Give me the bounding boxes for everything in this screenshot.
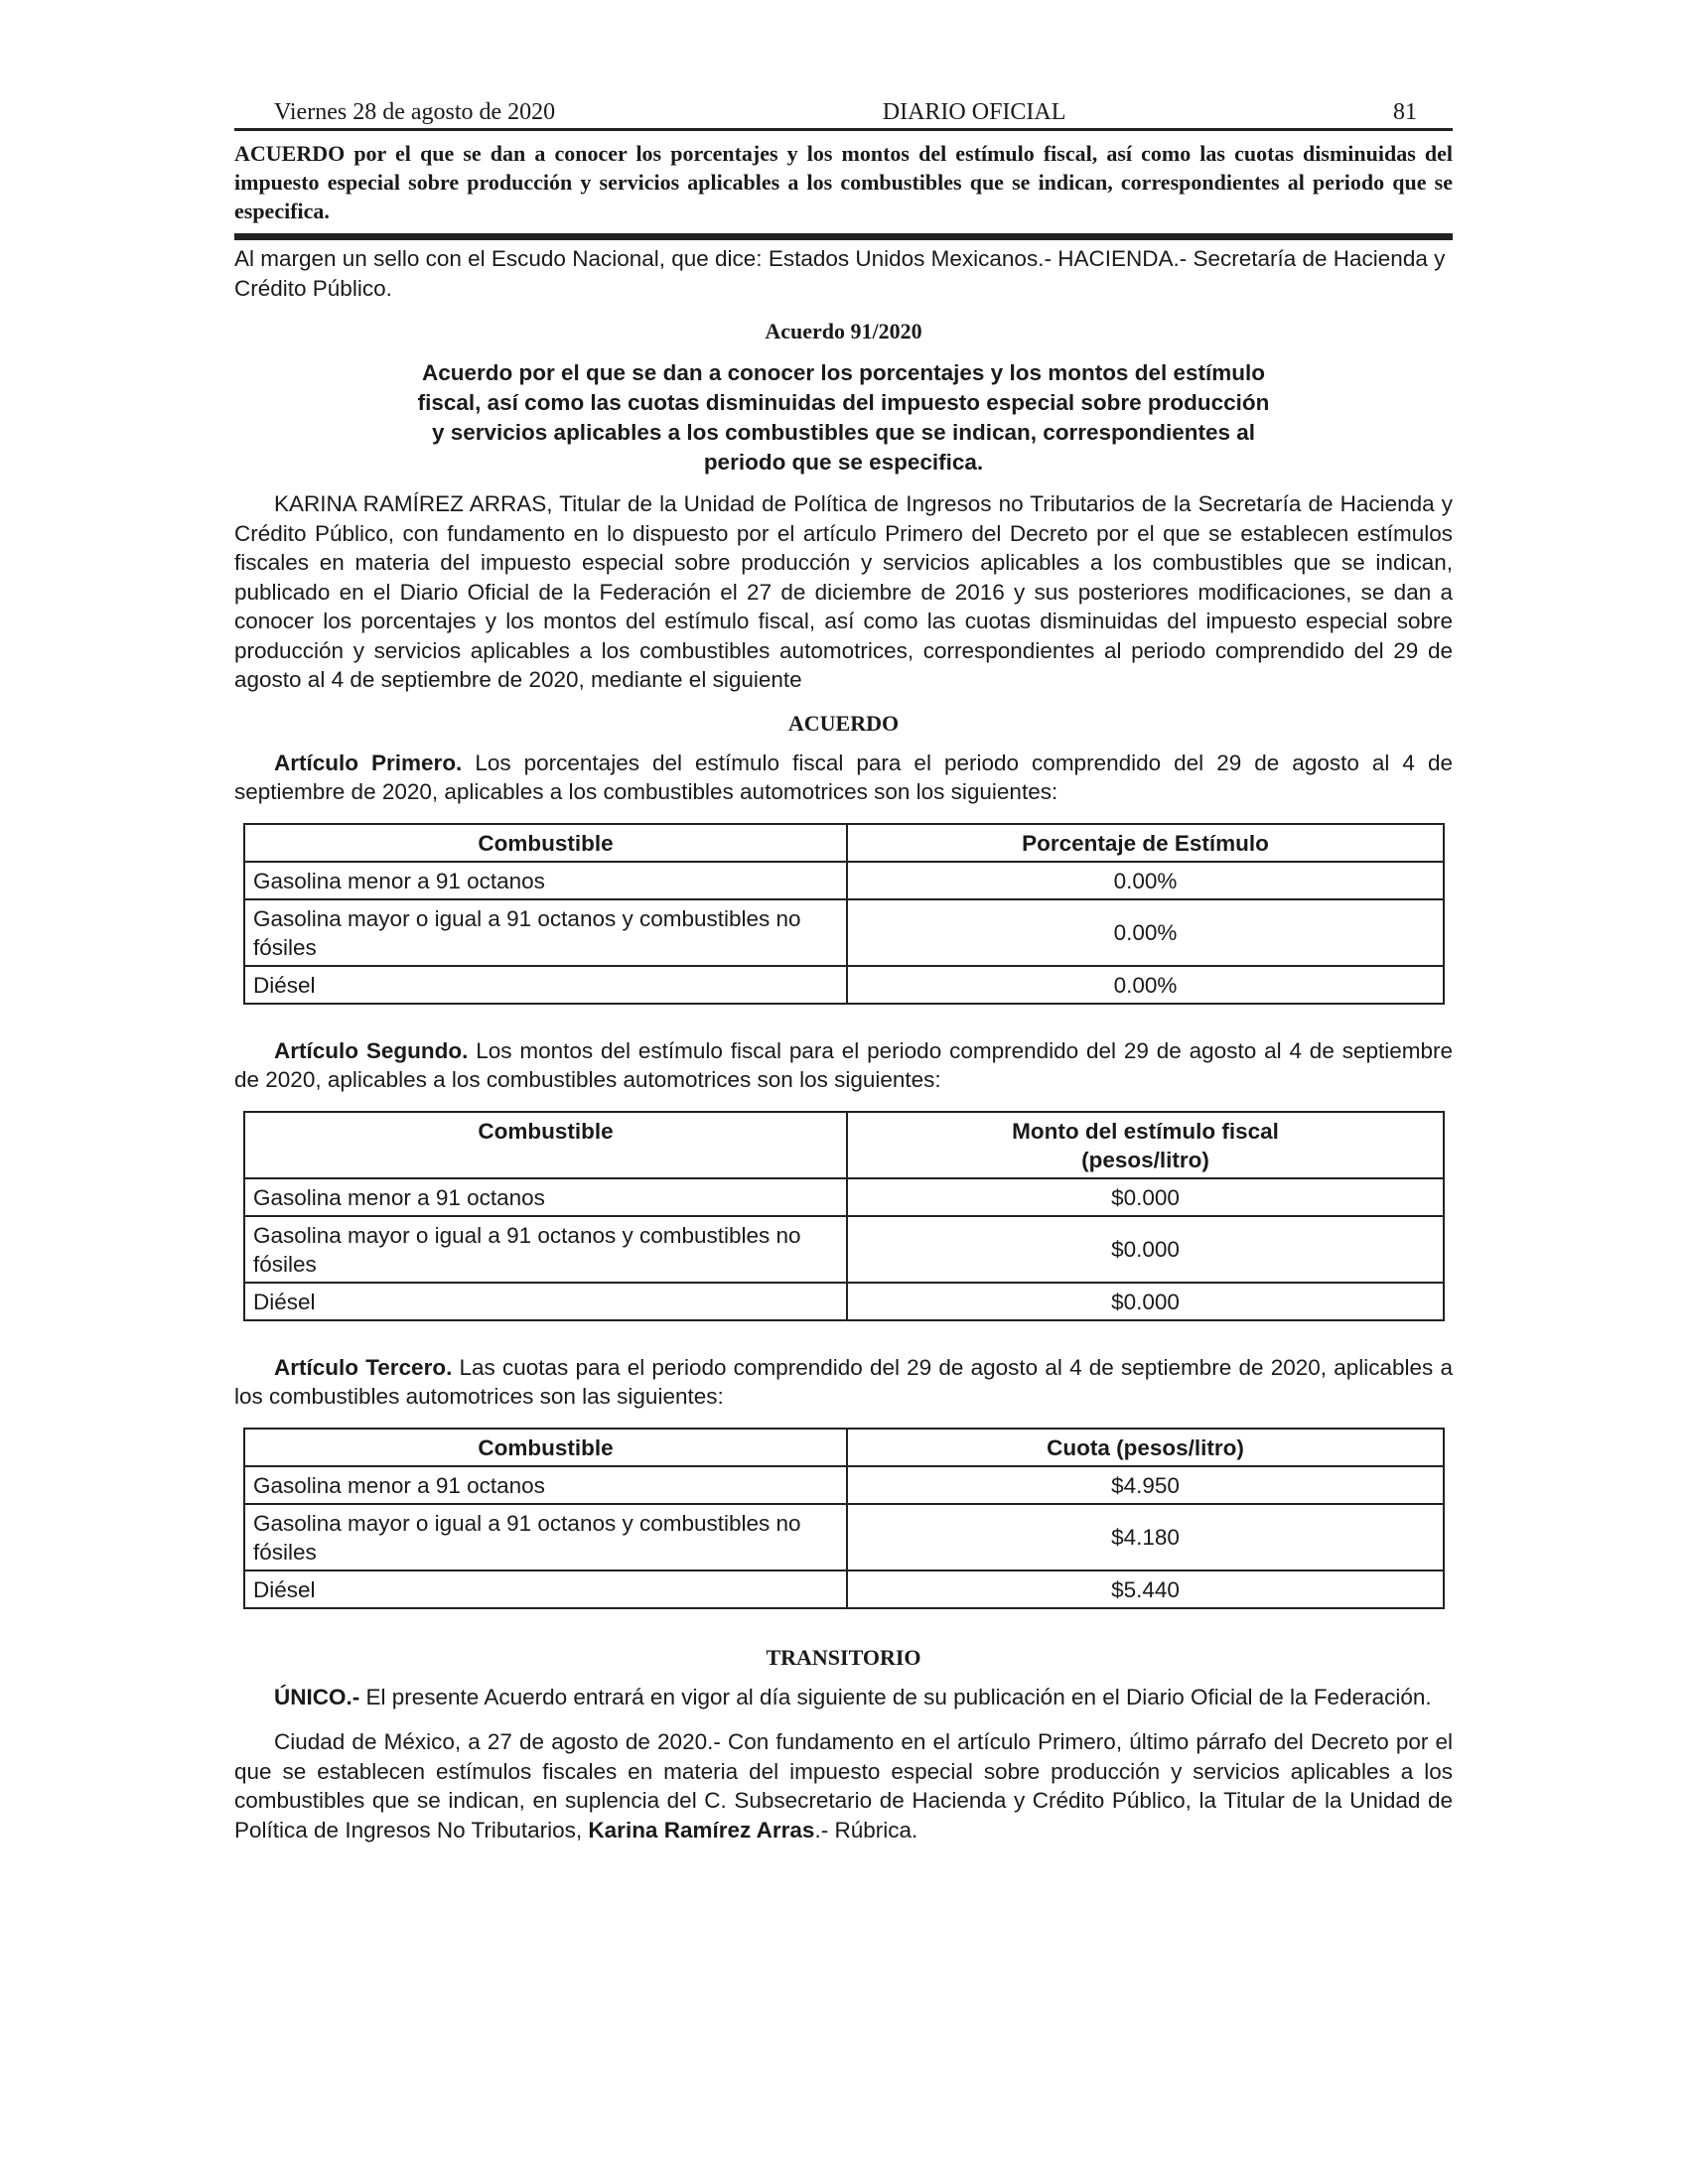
table-row xyxy=(244,862,1444,899)
fuel-cell: Gasolina mayor o igual a 91 octanos y combustibles no fósiles xyxy=(244,1504,847,1570)
closing-end: .- Rúbrica. xyxy=(814,1817,918,1843)
article-label: Artículo Segundo. xyxy=(274,1037,469,1063)
column-header: Porcentaje de Estímulo xyxy=(847,824,1444,862)
unico-label: ÚNICO.- xyxy=(274,1684,360,1709)
article-text: Las cuotas para el periodo comprendido del 29 de agosto al 4 de septiembre de 2020, aplicables a los combustibles automotrices son las siguientes: xyxy=(234,1354,1454,1409)
value-cell: $4.950 xyxy=(847,1466,1444,1504)
fuel-cell: Gasolina menor a 91 octanos xyxy=(244,1178,847,1216)
table-row xyxy=(244,1283,1444,1320)
article-segundo xyxy=(234,1036,1453,1095)
article-text: Los porcentajes del estímulo fiscal para el periodo comprendido del 29 de agosto al 4 de septiembre de 2020, aplicables a los combustibles automotrices son los siguientes: xyxy=(234,750,1453,804)
column-header: Monto del estímulo fiscal (pesos/litro) xyxy=(847,1112,1444,1178)
closing-text: Ciudad de México, a 27 de agosto de 2020.- Con fundamento en el artículo Primero, último párrafo del Decreto por el que se establecen estímulos fiscales en materia del impuesto especial sobre producción y servicios aplicables a los combustibles que se indican, en suplencia del C. Subsecretario de Hacienda y Crédito Público, la Titular de la Unidad de Política de Ingresos No Tributarios, xyxy=(234,1729,1453,1843)
fuel-cell: Diésel xyxy=(244,966,847,1004)
value-cell: 0.00% xyxy=(847,966,1444,1004)
transitorio-heading: TRANSITORIO xyxy=(766,1644,921,1670)
header-publication: DIARIO OFICIAL xyxy=(882,99,1066,125)
fuel-cell: Gasolina mayor o igual a 91 octanos y combustibles no fósiles xyxy=(244,1216,847,1283)
table-header-row xyxy=(244,1112,1444,1178)
header-date: Viernes 28 de agosto de 2020 xyxy=(274,99,556,125)
acuerdo-heading: ACUERDO xyxy=(787,710,900,736)
intro-paragraph: KARINA RAMÍREZ ARRAS, Titular de la Unidad de Política de Ingresos no Tributarios de la Secretaría de Hacienda y Crédito Público, con fundamento en lo dispuesto por el artículo Primero del Decreto por el que se establecen estímulos fiscales en materia del impuesto especial sobre producción y servicios aplicables a los combustibles que se indican, publicado en el Diario Oficial de la Federación el 27 de diciembre de 2016 y sus posteriores modificaciones, se dan a conocer los porcentajes y los montos del estímulo fiscal, así como las cuotas disminuidas del impuesto especial sobre producción y servicios aplicables a los combustibles automotrices, correspondientes al periodo comprendido del 29 de agosto al 4 de septiembre de 2020, mediante el siguiente xyxy=(234,491,1453,692)
acuerdo-subtitle: Acuerdo por el que se dan a conocer los porcentajes y los montos del estímulo fiscal, así como las cuotas disminuidas del impuesto especial sobre producción y servicios aplicables a los combustibles que se indican, correspondientes al periodo que se especifica. xyxy=(417,360,1270,475)
header-page-number: 81 xyxy=(1392,99,1417,125)
column-header: Cuota (pesos/litro) xyxy=(847,1429,1444,1466)
page-header xyxy=(234,95,1453,131)
table-row xyxy=(244,899,1444,966)
table-cuotas xyxy=(243,1428,1445,1609)
margin-note: Al margen un sello con el Escudo Nacional, que dice: Estados Unidos Mexicanos.- HACIENDA.- Secretaría de Hacienda y Crédito Público. xyxy=(234,246,1446,301)
value-cell: $4.180 xyxy=(847,1504,1444,1570)
column-header: Combustible xyxy=(244,824,847,862)
column-header: Combustible xyxy=(244,1112,847,1178)
fuel-cell: Diésel xyxy=(244,1570,847,1608)
table-row xyxy=(244,1216,1444,1283)
table-row xyxy=(244,1504,1444,1570)
article-tercero xyxy=(234,1353,1453,1412)
fuel-cell: Diésel xyxy=(244,1283,847,1320)
document-title: ACUERDO por el que se dan a conocer los porcentajes y los montos del estímulo fiscal, así como las cuotas disminuidas del impuesto especial sobre producción y servicios aplicables a los combustibles que se indican, correspondientes al periodo que se especifica. xyxy=(234,141,1453,223)
value-cell: 0.00% xyxy=(847,862,1444,899)
document-page xyxy=(234,95,1453,1844)
value-cell: $0.000 xyxy=(847,1216,1444,1283)
value-cell: $0.000 xyxy=(847,1178,1444,1216)
column-header: Combustible xyxy=(244,1429,847,1466)
table-row xyxy=(244,966,1444,1004)
table-porcentajes xyxy=(243,823,1445,1005)
unico-paragraph xyxy=(234,1683,1453,1712)
article-label: Artículo Primero. xyxy=(274,750,463,775)
table-row xyxy=(244,1466,1444,1504)
table-header-row xyxy=(244,824,1444,862)
table-row xyxy=(244,1570,1444,1608)
table-row xyxy=(244,1178,1444,1216)
table-montos xyxy=(243,1111,1445,1321)
closing-paragraph xyxy=(234,1727,1453,1844)
signer-name: Karina Ramírez Arras xyxy=(588,1817,815,1843)
article-primero xyxy=(234,749,1453,807)
value-cell: $5.440 xyxy=(847,1570,1444,1608)
article-label: Artículo Tercero. xyxy=(274,1354,453,1380)
fuel-cell: Gasolina mayor o igual a 91 octanos y combustibles no fósiles xyxy=(244,899,847,966)
table-header-row xyxy=(244,1429,1444,1466)
value-cell: 0.00% xyxy=(847,899,1444,966)
fuel-cell: Gasolina menor a 91 octanos xyxy=(244,1466,847,1504)
unico-text: El presente Acuerdo entrará en vigor al día siguiente de su publicación en el Diario Oficial de la Federación. xyxy=(359,1684,1432,1709)
title-rule xyxy=(234,233,1453,240)
fuel-cell: Gasolina menor a 91 octanos xyxy=(244,862,847,899)
value-cell: $0.000 xyxy=(847,1283,1444,1320)
acuerdo-number: Acuerdo 91/2020 xyxy=(765,319,922,343)
article-text: Los montos del estímulo fiscal para el periodo comprendido del 29 de agosto al 4 de septiembre de 2020, aplicables a los combustibles automotrices son los siguientes: xyxy=(234,1037,1453,1092)
